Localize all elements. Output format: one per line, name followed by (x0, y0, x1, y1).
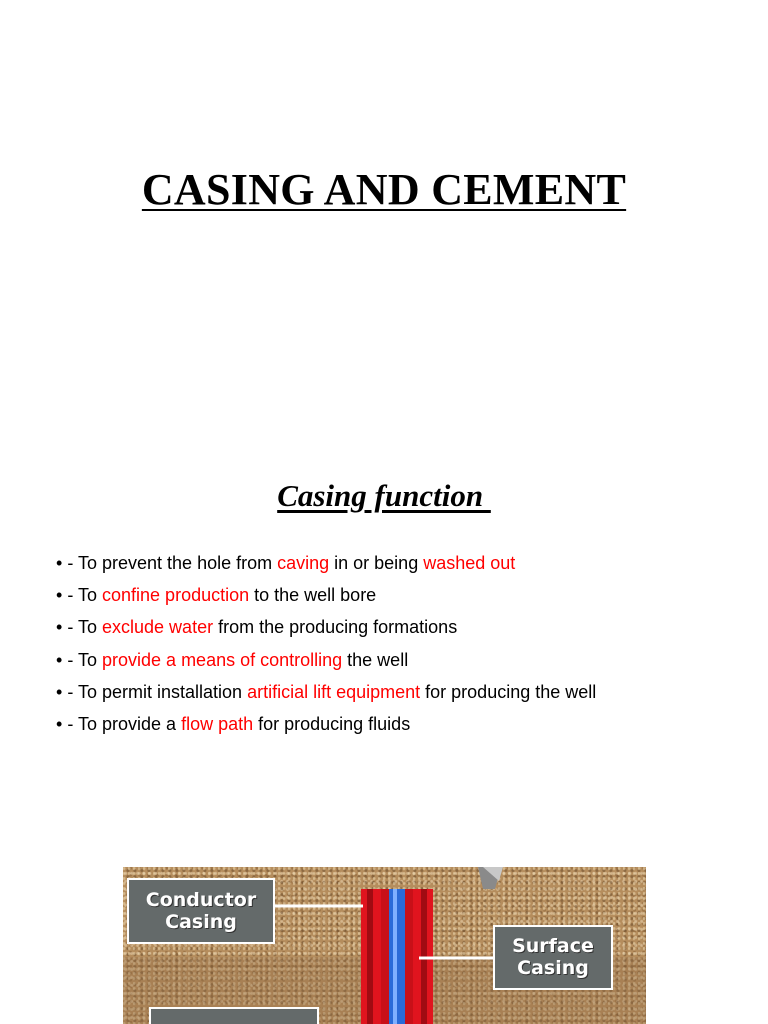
bullet-item (56, 582, 596, 614)
bullet-text: to the well bore (249, 585, 377, 606)
highlighted-text: caving (277, 553, 330, 573)
bullet-text: for producing fluids (253, 713, 411, 734)
bullet-text: the well (342, 649, 409, 670)
conductor-casing-label (127, 878, 275, 944)
bullet-text: - To permit installation (67, 681, 248, 702)
casing-function-list (56, 550, 596, 743)
bullet-marker: • (56, 617, 63, 638)
bullet-text: from the producing formations (213, 617, 458, 638)
bullet-marker: • (56, 649, 63, 670)
highlighted-text: provide a means of controlling (102, 649, 343, 670)
bullet-marker: • (56, 553, 63, 573)
bullet-text: for producing the well (420, 681, 597, 702)
highlighted-text: exclude water (102, 617, 214, 638)
casing-diagram (123, 867, 646, 1024)
well-bore-highlight (393, 889, 397, 1024)
bullet-text: - To provide a (67, 713, 182, 734)
conductor-casing-shade (367, 889, 373, 1024)
bullet-item (56, 614, 596, 646)
highlighted-text: confine production (102, 585, 250, 606)
highlighted-text: artificial lift equipment (247, 681, 421, 702)
page-title: CASING AND CEMENT (141, 165, 627, 214)
bullet-text: - To (67, 649, 103, 670)
bullet-item (56, 550, 596, 582)
bullet-item (56, 647, 596, 679)
bullet-text: - To prevent the hole from (67, 553, 278, 573)
highlighted-text: flow path (181, 713, 254, 734)
bullet-item (56, 679, 596, 711)
section-heading: Casing function (277, 478, 491, 513)
surface-casing-label (493, 925, 613, 990)
bullet-text: - To (67, 585, 103, 606)
bullet-marker: • (56, 681, 63, 702)
bullet-item (56, 711, 596, 743)
highlighted-text: washed out (423, 553, 516, 573)
surface-casing-label-text: Surface Casing (512, 935, 594, 979)
bullet-text: - To (67, 617, 103, 638)
cutoff-label (149, 1007, 319, 1024)
bullet-text: in or being (329, 553, 424, 573)
bullet-marker: • (56, 585, 63, 606)
conductor-casing-label-text: Conductor Casing (145, 889, 257, 933)
bullet-marker: • (56, 713, 63, 734)
